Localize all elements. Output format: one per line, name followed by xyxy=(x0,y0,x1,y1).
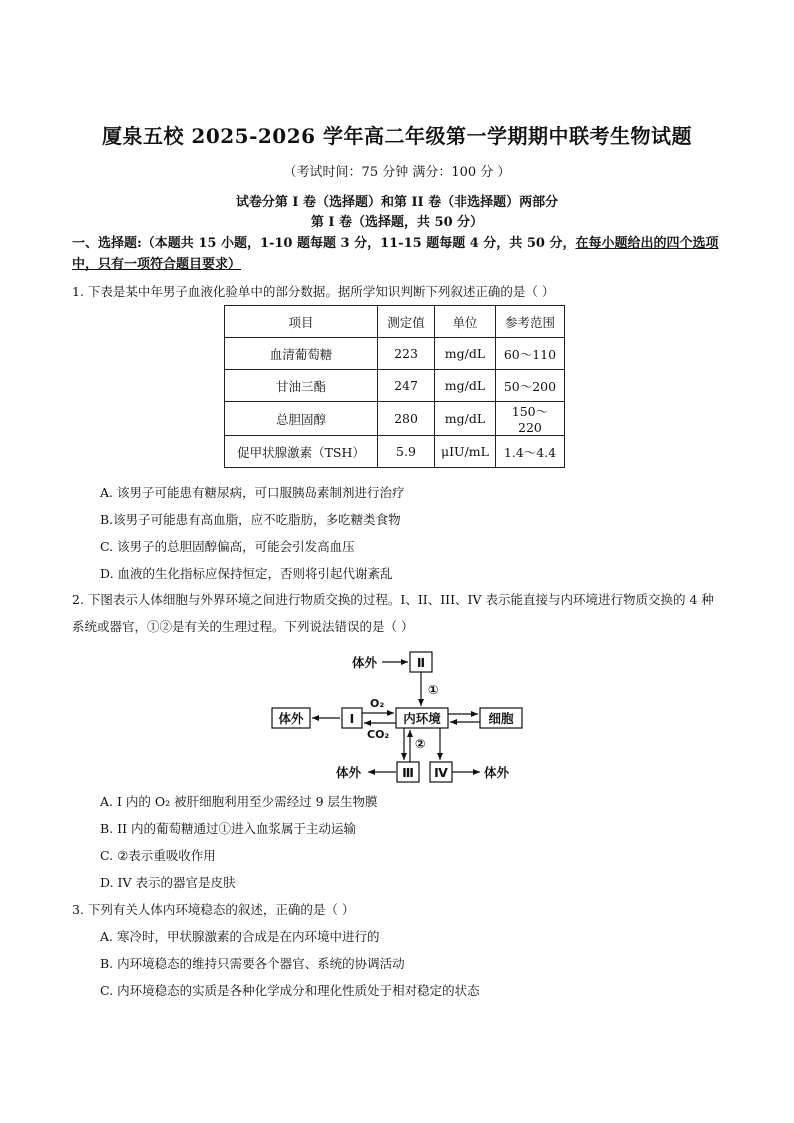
q2-option-c: C. ②表示重吸收作用 xyxy=(100,848,216,863)
q1-option-c: C. 该男子的总胆固醇偏高，可能会引发高血压 xyxy=(100,539,355,554)
table-cell: 280 xyxy=(378,402,435,436)
table-row xyxy=(225,338,565,370)
q2-option-b: B. II 内的葡萄糖通过①进入血浆属于主动运输 xyxy=(100,821,356,836)
section1-heading-underlined: 在每小题给出的四个选项中，只有一项符合题目要求） xyxy=(72,236,719,272)
table-cell: mg/dL xyxy=(435,402,496,436)
q2-option-d: D. IV 表示的器官是皮肤 xyxy=(100,875,236,890)
table-cell: 150～220 xyxy=(495,402,564,436)
table-cell: 促甲状腺激素（TSH） xyxy=(225,436,378,468)
q1-option-a: A. 该男子可能患有糖尿病，可口服胰岛素制剂进行治疗 xyxy=(100,485,405,500)
q2-exchange-diagram xyxy=(270,648,530,784)
section1-heading xyxy=(72,233,724,275)
table-cell: μIU/mL xyxy=(435,436,496,468)
q1-stem: 1. 下表是某中年男子血液化验单中的部分数据。据所学知识判断下列叙述正确的是（ ） xyxy=(72,284,555,299)
process-2-label: ② xyxy=(415,736,426,751)
table-header-cell: 项目 xyxy=(225,306,378,338)
outside-label-top: 体外 xyxy=(352,655,378,670)
cell-label: 细胞 xyxy=(488,711,514,726)
table-header-cell: 单位 xyxy=(435,306,496,338)
box-I-label: Ⅰ xyxy=(349,711,355,726)
paper-info: 试卷分第 I 卷（选择题）和第 II 卷（非选择题）两部分 xyxy=(235,195,559,210)
table-row xyxy=(225,370,565,402)
outside-label-left: 体外 xyxy=(278,711,304,726)
q1-lab-table xyxy=(224,305,565,468)
table-cell: 总胆固醇 xyxy=(225,402,378,436)
table-cell: 甘油三酯 xyxy=(225,370,378,402)
o2-label: O₂ xyxy=(370,697,385,710)
q3-option-a: A. 寒冷时，甲状腺激素的合成是在内环境中进行的 xyxy=(100,929,380,944)
exam-subtitle: （考试时间：75 分钟 满分：100 分 ） xyxy=(283,165,511,180)
table-cell: 5.9 xyxy=(378,436,435,468)
table-cell: mg/dL xyxy=(435,370,496,402)
table-row xyxy=(225,402,565,436)
q3-option-c: C. 内环境稳态的实质是各种化学成分和理化性质处于相对稳定的状态 xyxy=(100,983,480,998)
exam-title: 厦泉五校 2025-2026 学年高二年级第一学期期中联考生物试题 xyxy=(101,124,693,148)
q1-option-d: D. 血液的生化指标应保持恒定，否则将引起代谢紊乱 xyxy=(100,566,393,581)
q2-option-a: A. I 内的 O₂ 被肝细胞利用至少需经过 9 层生物膜 xyxy=(100,794,378,809)
table-cell: 60～110 xyxy=(495,338,564,370)
table-cell: 1.4～4.4 xyxy=(495,436,564,468)
table-header-cell: 参考范围 xyxy=(495,306,564,338)
outside-label-bottom-right: 体外 xyxy=(484,765,510,780)
table-header-row xyxy=(225,306,565,338)
part1-title: 第 I 卷（选择题，共 50 分） xyxy=(310,215,484,230)
center-label: 内环境 xyxy=(403,711,441,726)
section1-heading-text: 一、选择题:（本题共 15 小题，1-10 题每题 3 分，11-15 题每题 4 分，共 50 分， xyxy=(72,236,576,251)
table-cell: mg/dL xyxy=(435,338,496,370)
table-cell: 血清葡萄糖 xyxy=(225,338,378,370)
table-cell: 247 xyxy=(378,370,435,402)
box-III-label: Ⅲ xyxy=(402,765,414,780)
outside-label-bottom-left: 体外 xyxy=(336,765,362,780)
co2-label: CO₂ xyxy=(367,728,390,741)
q3-stem: 3. 下列有关人体内环境稳态的叙述，正确的是（ ） xyxy=(72,902,355,917)
table-header-cell: 测定值 xyxy=(378,306,435,338)
q1-option-b: B.该男子可能患有高血脂，应不吃脂肪，多吃糖类食物 xyxy=(100,512,401,527)
process-1-label: ① xyxy=(428,682,439,697)
table-cell: 50～200 xyxy=(495,370,564,402)
table-cell: 223 xyxy=(378,338,435,370)
q3-option-b: B. 内环境稳态的维持只需要各个器官、系统的协调活动 xyxy=(100,956,405,971)
table-row xyxy=(225,436,565,468)
box-IV-label: Ⅳ xyxy=(434,765,448,780)
q2-stem: 2. 下图表示人体细胞与外界环境之间进行物质交换的过程。I、II、III、IV 表示能直接与内环境进行物质交换的 4 种系统或器官，①②是有关的生理过程。下列说法错误的是（ ） xyxy=(72,592,714,634)
box-II-label: Ⅱ xyxy=(416,655,426,670)
